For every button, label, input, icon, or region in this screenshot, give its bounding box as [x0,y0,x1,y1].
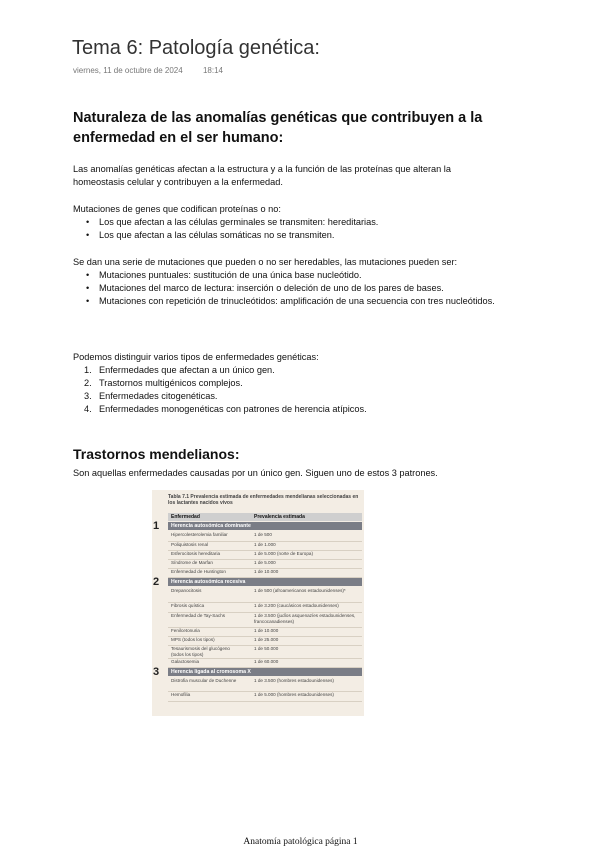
table-cell-prevalence: 1 de 3.500 (hombres estadounidenses) [254,678,334,683]
list-item [84,377,519,390]
table-cell-prevalence: 1 de 3.500 (judíos asquenazíes estadounidenses, francocanadienses) [254,613,356,624]
table-cell-prevalence: 1 de 5.000 [254,560,276,565]
table-group-number: 1 [153,520,160,532]
table-cell-disease: Enfermedad de Huntington [171,569,226,574]
table-section-label: Herencia autosómica dominante [171,523,251,529]
table-row [168,613,362,628]
list-item [84,403,519,416]
section-heading-mendelianos: Trastornos mendelianos: [73,446,240,462]
list-number: 4. [84,404,92,414]
types-title: Podemos distinguir varios tipos de enfermedades genéticas: [73,352,319,362]
table-cell-prevalence: 1 de 500 [254,532,272,537]
table-cell-disease: MPS (todos los tipos) [171,637,215,642]
mutations-title: Mutaciones de genes que codifican proteínas o no: [73,204,281,214]
series-list [73,269,499,308]
table-cell-prevalence: 1 de 10.000 [254,628,279,633]
table-cell-prevalence: 1 de 5.000 (hombres estadounidenses) [254,692,334,697]
table-cell-prevalence: 1 de 500 (afroamericanos estadounidenses)* [254,588,346,593]
types-list [73,364,519,416]
page-time: 18:14 [202,66,223,75]
list-item-text: Enfermedades que afectan a un único gen. [99,365,275,375]
table-group-number: 3 [153,666,160,678]
table-cell-disease: Fenilcetonuria [171,628,200,633]
section-heading-naturaleza: Naturaleza de las anomalías genéticas que contribuyen a la enfermedad en el ser humano: [73,110,483,146]
table-cell-disease: Tesaurismosis del glucógeno (todos los tipos) [171,646,230,657]
list-item: • Mutaciones puntuales: sustitución de una única base nucleótido. [99,269,499,282]
intro-paragraph: Las anomalías genéticas afectan a la estructura y a la función de las proteínas que alteran la homeostasis celular y contribuyen a la enfermedad. [73,164,451,187]
list-number: 1. [84,365,92,375]
table-cell-disease: Hemofilia [171,692,191,697]
list-item-text: Trastornos multigénicos complejos. [99,378,243,388]
table-group-number: 2 [153,576,160,588]
table-section-header [168,578,362,586]
list-item: • Los que afectan a las células germinales se transmiten: hereditarias. [99,216,519,229]
list-number: 2. [84,378,92,388]
mendelian-intro: Son aquellas enfermedades causadas por un único gen. Siguen uno de estos 3 patrones. [73,468,438,478]
series-title: Se dan una serie de mutaciones que pueden o no ser heredables, las mutaciones pueden ser: [73,257,458,267]
table-cell-disease: Esferocitosis hereditaria [171,551,221,556]
list-item: • Mutaciones del marco de lectura: inserción o deleción de uno de los pares de bases. [99,282,499,295]
prevalence-table-image [152,490,364,716]
list-item: • Mutaciones con repetición de trinucleótidos: amplificación de una secuencia con tres nucleótidos. [99,295,499,308]
page-footer: Anatomía patológica página 1 [243,837,358,847]
table-cell-prevalence: 1 de 3.200 (caucásicos estadounidenses) [254,603,339,608]
list-item: • Los que afectan a las células somáticas no se transmiten. [99,229,519,242]
table-cell-prevalence: 1 de 60.000 [254,659,279,664]
list-number: 3. [84,391,92,401]
table-cell-disease: Fibrosis quística [171,603,205,608]
table-row-divider [168,701,362,702]
table-cell-disease: Drepanocitosis [171,588,202,593]
page-meta [73,66,241,75]
table-cell-disease: Hipercolesterolemia familiar [171,532,228,537]
table-col-disease: Enfermedad [171,514,200,520]
table-caption: Tabla 7.1 Prevalencia estimada de enfermedades mendelianas seleccionadas en los lactantes nacidos vivos [168,494,359,506]
table-cell-prevalence: 1 de 1.000 [254,542,276,547]
table-cell-prevalence: 1 de 10.000 [254,569,279,574]
table-row [168,678,362,692]
table-cell-disease: Poliquistosis renal [171,542,209,547]
list-item [84,364,519,377]
table-header [168,513,362,521]
table-cell-prevalence: 1 de 5.000 (norte de Europa) [254,551,313,556]
mutations-list [73,216,519,242]
table-section-label: Herencia autosómica recesiva [171,579,246,585]
list-item-text: Enfermedades monogenéticas con patrones de herencia atípicos. [99,404,367,414]
table-cell-prevalence: 1 de 25.000 [254,637,279,642]
list-item [84,390,519,403]
table-section-header [168,668,362,676]
table-section-header [168,522,362,530]
table-cell-disease: Síndrome de Marfan [171,560,213,565]
page-date: viernes, 11 de octubre de 2024 [73,66,183,75]
table-cell-disease: Galactosemia [171,659,200,664]
table-cell-disease: Enfermedad de Tay-Sachs [171,613,226,618]
table-cell-prevalence: 1 de 50.000 [254,646,279,651]
page-title: Tema 6: Patología genética: [72,37,320,59]
list-item-text: Enfermedades citogenéticas. [99,391,218,401]
table-col-prevalence: Prevalencia estimada [254,514,305,520]
table-cell-disease: Distrofia muscular de Duchenne [171,678,237,683]
table-row [168,588,362,603]
table-section-label: Herencia ligada al cromosoma X [171,669,251,675]
